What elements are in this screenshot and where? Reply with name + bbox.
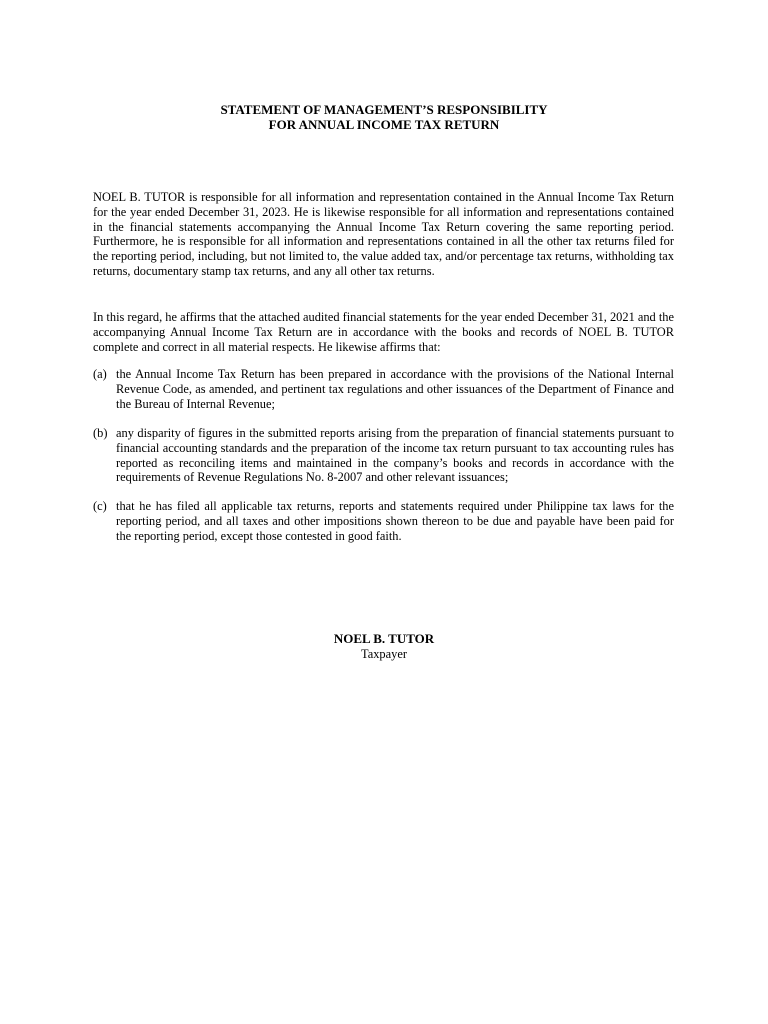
list-marker: (b) (93, 426, 108, 440)
responsibility-paragraph: NOEL B. TUTOR is responsible for all information and representation contained in the Annual Income Tax Return for the year ended December 31, 2023. He is likewise responsible for all information and representations contained in the financial statements accompanying the Annual Income Tax Return covering the same reporting period. Furthermore, he is responsible for all information and representations contained in all the other tax returns filed for the reporting period, including, but not limited to, the value added tax, and/or percentage tax returns, withholding tax returns, documentary stamp tax returns, and any all other tax returns. (93, 190, 674, 278)
list-item-text: the Annual Income Tax Return has been prepared in accordance with the provisions of the National Internal Revenue Code, as amended, and pertinent tax regulations and other issuances of the Department of Finance and the Bureau of Internal Revenue; (116, 367, 674, 411)
affirmation-item-b (93, 426, 674, 485)
signatory-name: NOEL B. TUTOR (333, 631, 435, 646)
document-title-line-2: FOR ANNUAL INCOME TAX RETURN (268, 117, 500, 132)
list-marker: (a) (93, 367, 107, 381)
affirmation-item-c (93, 499, 674, 543)
list-item-text: that he has filed all applicable tax returns, reports and statements required under Philippine tax laws for the reporting period, and all taxes and other impositions shown thereon to be due and payable have been paid for the reporting period, except those contested in good faith. (116, 499, 674, 543)
list-item-text: any disparity of figures in the submitted reports arising from the preparation of financial statements pursuant to financial accounting standards and the preparation of the income tax return pursuant to tax accounting rules has reported as reconciling items and maintained in the company’s books and records in accordance with the requirements of Revenue Regulations No. 8-2007 and other relevant issuances; (116, 426, 674, 485)
document-title-line-1: STATEMENT OF MANAGEMENT’S RESPONSIBILITY (220, 102, 548, 117)
signatory-role: Taxpayer (361, 647, 407, 661)
affirmation-paragraph: In this regard, he affirms that the attached audited financial statements for the year ended December 31, 2021 and the accompanying Annual Income Tax Return are in accordance with the books and records of NOEL B. TUTOR complete and correct in all material respects. He likewise affirms that: (93, 310, 674, 354)
list-marker: (c) (93, 499, 107, 513)
affirmation-item-a (93, 367, 674, 411)
